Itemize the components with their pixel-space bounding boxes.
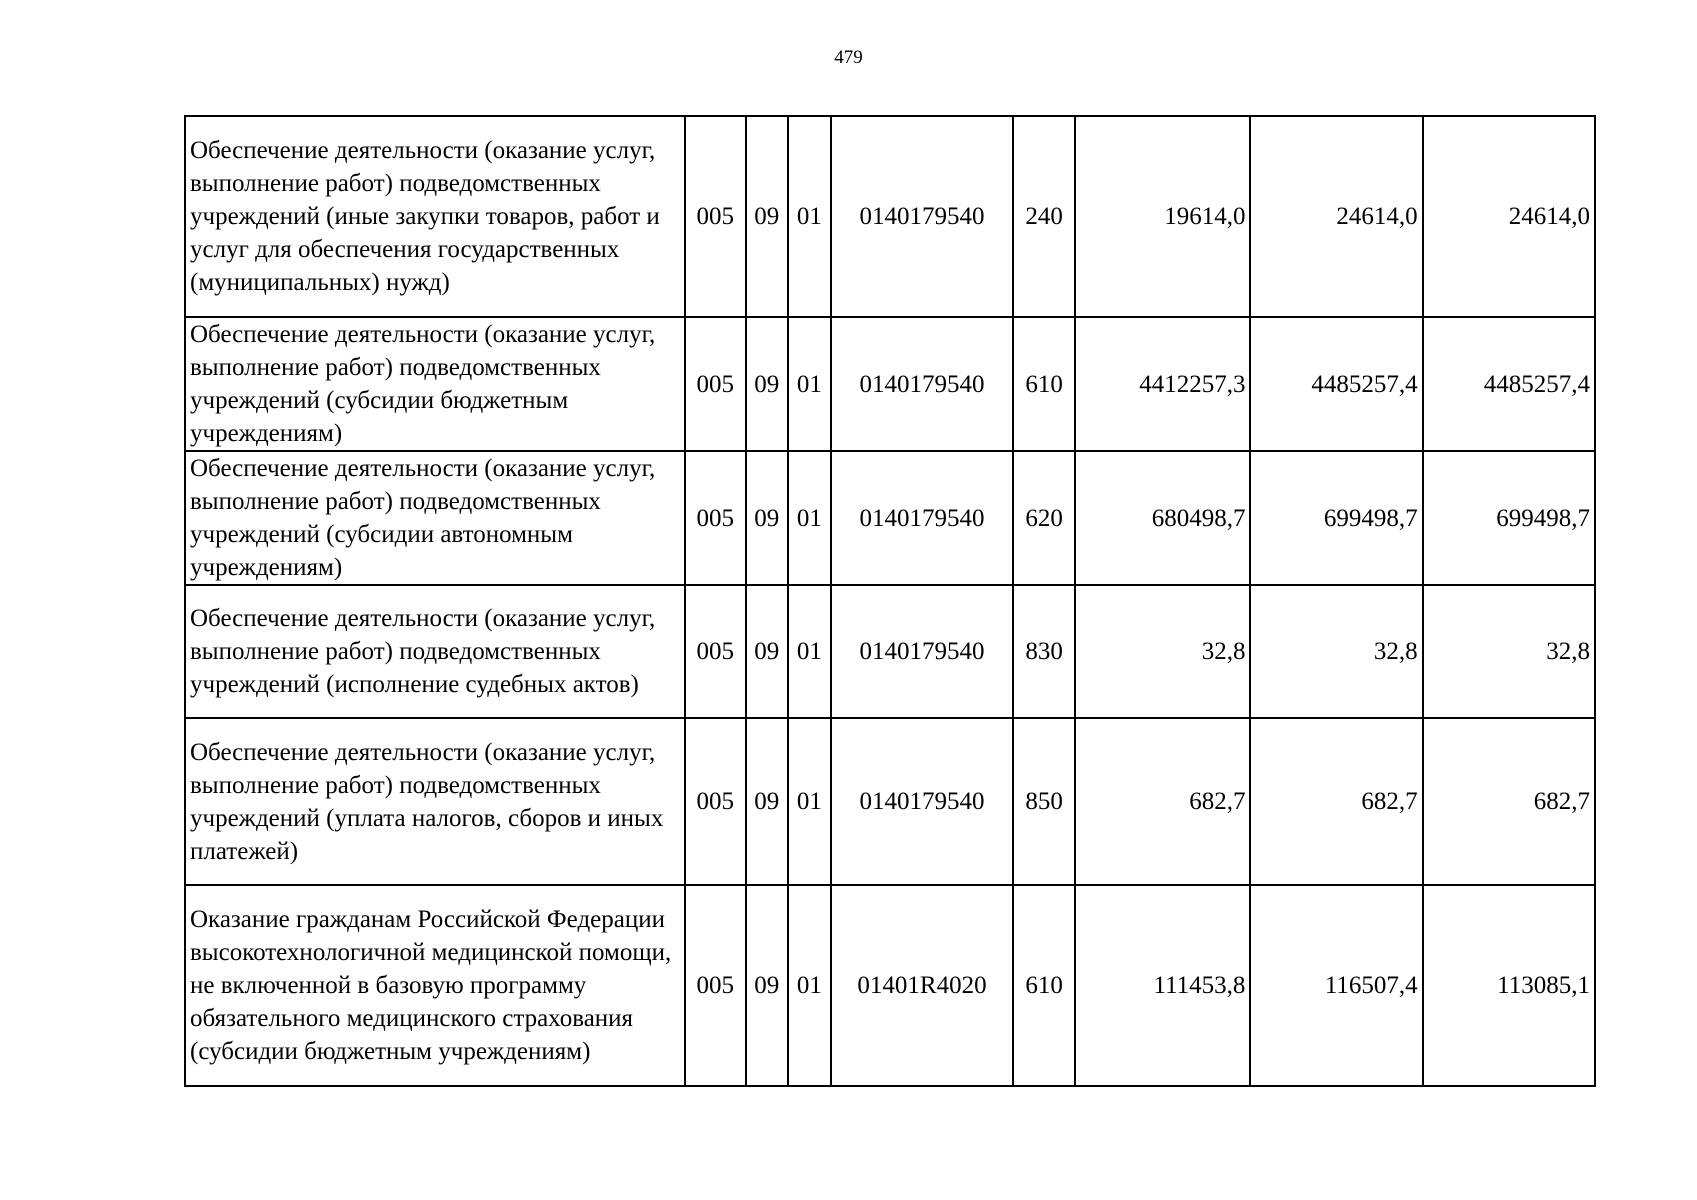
amount-2: 682,7 — [1250, 718, 1422, 885]
table-row — [185, 317, 1595, 451]
subsection-code: 01 — [788, 585, 831, 718]
expense-type-code: 830 — [1013, 585, 1075, 718]
budget-table — [184, 115, 1596, 1087]
subsection-code: 01 — [788, 885, 831, 1086]
amount-1: 682,7 — [1075, 718, 1250, 885]
section-code: 09 — [746, 885, 788, 1086]
row-description: Обеспечение деятельности (оказание услуг, выполнение работ) подведомственных учреждений (уплата налогов, сборов и иных платежей) — [185, 718, 685, 885]
subsection-code: 01 — [788, 317, 831, 451]
target-article-code: 0140179540 — [831, 317, 1013, 451]
amount-1: 4412257,3 — [1075, 317, 1250, 451]
section-code: 09 — [746, 585, 788, 718]
amount-3: 113085,1 — [1423, 885, 1595, 1086]
ministry-code: 005 — [685, 451, 746, 585]
ministry-code: 005 — [685, 317, 746, 451]
row-description: Обеспечение деятельности (оказание услуг, выполнение работ) подведомственных учреждений (исполнение судебных актов) — [185, 585, 685, 718]
section-code: 09 — [746, 451, 788, 585]
ministry-code: 005 — [685, 718, 746, 885]
expense-type-code: 620 — [1013, 451, 1075, 585]
expense-type-code: 240 — [1013, 116, 1075, 317]
target-article-code: 0140179540 — [831, 718, 1013, 885]
subsection-code: 01 — [788, 451, 831, 585]
section-code: 09 — [746, 317, 788, 451]
amount-2: 116507,4 — [1250, 885, 1422, 1086]
table-row — [185, 451, 1595, 585]
amount-3: 4485257,4 — [1423, 317, 1595, 451]
table-row — [185, 718, 1595, 885]
expense-type-code: 850 — [1013, 718, 1075, 885]
ministry-code: 005 — [685, 116, 746, 317]
subsection-code: 01 — [788, 718, 831, 885]
section-code: 09 — [746, 116, 788, 317]
target-article-code: 0140179540 — [831, 585, 1013, 718]
amount-2: 32,8 — [1250, 585, 1422, 718]
ministry-code: 005 — [685, 885, 746, 1086]
section-code: 09 — [746, 718, 788, 885]
amount-3: 32,8 — [1423, 585, 1595, 718]
expense-type-code: 610 — [1013, 885, 1075, 1086]
page-number: 479 — [834, 47, 863, 68]
subsection-code: 01 — [788, 116, 831, 317]
amount-2: 24614,0 — [1250, 116, 1422, 317]
row-description: Обеспечение деятельности (оказание услуг, выполнение работ) подведомственных учреждений (субсидии автономным учреждениям) — [185, 451, 685, 585]
table-row — [185, 585, 1595, 718]
amount-1: 19614,0 — [1075, 116, 1250, 317]
row-description: Обеспечение деятельности (оказание услуг, выполнение работ) подведомственных учреждений (иные закупки товаров, работ и услуг для обеспечения государственных (муниципальных) нужд) — [185, 116, 685, 317]
table-row — [185, 885, 1595, 1086]
amount-1: 32,8 — [1075, 585, 1250, 718]
amount-3: 24614,0 — [1423, 116, 1595, 317]
amount-3: 682,7 — [1423, 718, 1595, 885]
amount-2: 4485257,4 — [1250, 317, 1422, 451]
amount-2: 699498,7 — [1250, 451, 1422, 585]
row-description: Оказание гражданам Российской Федерации высокотехнологичной медицинской помощи, не включенной в базовую программу обязательного медицинского страхования (субсидии бюджетным учреждениям) — [185, 885, 685, 1086]
target-article-code: 01401R4020 — [831, 885, 1013, 1086]
target-article-code: 0140179540 — [831, 116, 1013, 317]
ministry-code: 005 — [685, 585, 746, 718]
table-row — [185, 116, 1595, 317]
amount-1: 680498,7 — [1075, 451, 1250, 585]
amount-3: 699498,7 — [1423, 451, 1595, 585]
expense-type-code: 610 — [1013, 317, 1075, 451]
row-description: Обеспечение деятельности (оказание услуг, выполнение работ) подведомственных учреждений (субсидии бюджетным учреждениям) — [185, 317, 685, 451]
target-article-code: 0140179540 — [831, 451, 1013, 585]
amount-1: 111453,8 — [1075, 885, 1250, 1086]
